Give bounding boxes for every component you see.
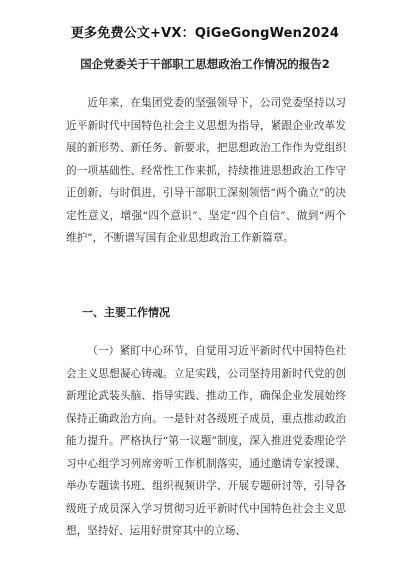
- document-title: 国企党委关于干部职工思想政治工作情况的报告2: [80, 57, 330, 71]
- intro-paragraph: 近年来，在集团党委的坚强领导下，公司党委坚持以习近平新时代中国特色社会主义思想为指导，紧跟企业改革发展的新形势、新任务、新要求，把思想政治工作作为党组织的一项基础性、经常性工作来抓，持续推进思想政治工作守正创新、与时俱进，引导干部职工深刻领悟“两个确立”的决定性意义，增强“四个意识”、坚定“四个自信”、做到“两个维护”，不断谱写国有企业思想政治工作新篇章。: [66, 97, 346, 244]
- watermark-banner: 更多免费公文+VX：QiGeGongWen2024: [70, 26, 340, 41]
- subsection-text: 紧盯中心环节，自觉用习近平新时代中国特色社会主义思想凝心铸魂。立足实践，公司坚持用新时代党的创新理论武装头脑、指导实践、推动工作，确保企业发展始终保持正确政治方向。一是针对各级班子成员，重点推动政治能力提升。严格执行“第一议题”制度，深入推进党委理论学习中心组学习列席旁听工作机制落实，通过邀请专家授课、举办专题读书班、组织视频讲学、开展专题研讨等，引导各级班子成员深入学习贯彻习近平新时代中国特色社会主义思想，坚持好、运用好贯穿其中的立场、: [66, 345, 347, 537]
- subsection-label: （一）: [87, 345, 120, 357]
- subsection-paragraph: [66, 340, 346, 543]
- section-heading: 一、主要工作情况: [82, 306, 170, 319]
